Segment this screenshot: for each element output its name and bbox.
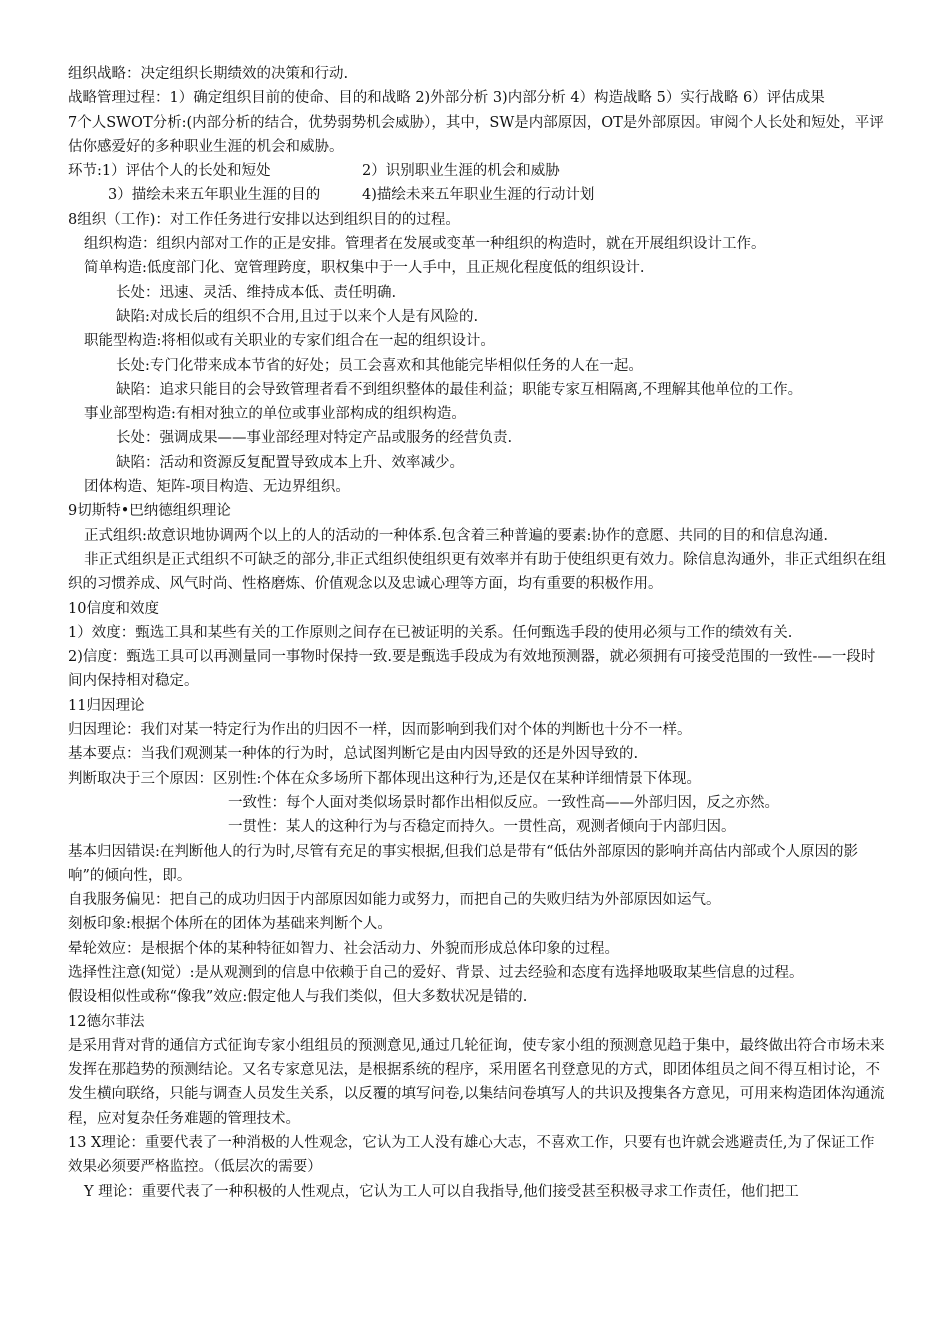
paragraph: 战略管理过程：1）确定组织目前的使命、目的和战略 2)外部分析 3)内部分析 4）构造战略 5）实行战略 6）评估成果 — [68, 90, 825, 107]
paragraph: 基本要点：当我们观测某一种体的行为时，总试图判断它是由内因导致的还是外因导致的. — [68, 746, 639, 763]
step-text: 3）描绘未来五年职业生涯的目的 — [108, 187, 321, 204]
paragraph: 是采用背对背的通信方式征询专家小组组员的预测意见,通过几轮征询，使专家小组的预测意见趋于集中，最终做出符合市场未来发挥在那趋势的预测结论。又名专家意见法，是根据系统的程序，采用匿名刊登意见的方式，即团体组员之间不得互相讨论，不发生横向联络，只能与调查人员发生关系，以反覆的填写问卷,以集结问卷填写人的共识及搜集各方意见，可用来构造团体沟通流程，应对复杂任务难题的管理技术。 — [68, 1037, 885, 1127]
paragraph: 团体构造、矩阵-项目构造、无边界组织。 — [84, 479, 350, 496]
paragraph: 组织战略：决定组织长期绩效的决策和行动. — [68, 66, 349, 82]
step-text: 2）识别职业生涯的机会和威胁 — [362, 163, 560, 180]
paragraph: Y 理论：重要代表了一种积极的人性观点，它认为工人可以自我指导,他们接受甚至积极寻求工作责任，他们把工 — [84, 1183, 799, 1200]
paragraph: 7个人SWOT分析:(内部分析的结合，优势弱势机会威胁），其中，SW是内部原因，OT是外部原因。审阅个人长处和短处，平评估你感爱好的多种职业生涯的机会和威胁。 — [68, 114, 884, 155]
paragraph: 职能型构造:将相似或有关职业的专家们组合在一起的组织设计。 — [84, 333, 495, 350]
step-text: 4)描绘未来五年职业生涯的行动计划 — [362, 187, 595, 204]
section-heading: 10信度和效度 — [68, 600, 159, 617]
step-text: 环节:1）评估个人的长处和短处 — [68, 163, 271, 180]
paragraph — [68, 183, 888, 207]
section-heading: 12德尔菲法 — [68, 1013, 145, 1030]
paragraph: 事业部型构造:有相对独立的单位或事业部构成的组织构造。 — [84, 406, 466, 423]
paragraph: 一致性：每个人面对类似场景时都作出相似反应。一致性高——外部归因，反之亦然。 — [228, 794, 779, 811]
paragraph: 刻板印象:根据个体所在的团体为基础来判断个人。 — [68, 916, 392, 933]
paragraph: 选择性注意(知觉）:是从观测到的信息中依赖于自己的爱好、背景、过去经验和态度有选择地吸取某些信息的过程。 — [68, 964, 804, 981]
paragraph: 简单构造:低度部门化、宽管理跨度，职权集中于一人手中，且正规化程度低的组织设计. — [84, 260, 645, 277]
paragraph: 一贯性：某人的这种行为与否稳定而持久。一贯性高，观测者倾向于内部归因。 — [228, 819, 736, 836]
paragraph: 13 X理论：重要代表了一种消极的人性观念，它认为工人没有雄心大志，不喜欢工作，只要有也许就会逃避责任,为了保证工作效果必须要严格监控。（低层次的需要） — [68, 1135, 875, 1176]
paragraph: 缺陷：追求只能目的会导致管理者看不到组织整体的最佳利益；职能专家互相隔离,不理解其他单位的工作。 — [116, 381, 803, 398]
paragraph: 2)信度：甄选工具可以再测量同一事物时保持一致.要是甄选手段成为有效地预测器，就必须拥有可接受范围的一致性-—一段时间内保持相对稳定。 — [68, 649, 876, 690]
paragraph: 自我服务偏见：把自己的成功归因于内部原因如能力或努力，而把自己的失败归结为外部原因如运气。 — [68, 892, 721, 909]
section-heading: 8组织（工作)：对工作任务进行安排以达到组织目的的过程。 — [68, 211, 460, 228]
paragraph: 基本归因错误:在判断他人的行为时,尽管有充足的事实根据,但我们总是带有“低估外部原因的影响并高估内部或个人原因的影响”的倾向性，即。 — [68, 843, 859, 884]
paragraph: 缺陷：活动和资源反复配置导致成本上升、效率减少。 — [116, 454, 464, 471]
section-heading: 9切斯特•巴纳德组织理论 — [68, 503, 231, 520]
document-body — [68, 62, 888, 1204]
paragraph: 判断取决于三个原因：区别性:个体在众多场所下都体现出这种行为,还是仅在某种详细情景下体现。 — [68, 770, 701, 787]
paragraph: 正式组织:故意识地协调两个以上的人的活动的一种体系.包含着三种普遍的要素:协作的意愿、共同的目的和信息沟通. — [84, 527, 828, 544]
paragraph: 非正式组织是正式组织不可缺乏的部分,非正式组织使组织更有效率并有助于使组织更有效力。除信息沟通外，非正式组织在组织的习惯养成、风气时尚、性格磨炼、价值观念以及忠诚心理等方面，均有重要的积极作用。 — [68, 551, 887, 593]
paragraph — [68, 159, 888, 183]
paragraph: 缺陷:对成长后的组织不合用,且过于以来个人是有风险的. — [116, 308, 479, 325]
paragraph: 长处：迅速、灵活、维持成本低、责任明确. — [116, 284, 397, 301]
paragraph: 假设相似性或称“像我”效应:假定他人与我们类似，但大多数状况是错的. — [68, 989, 528, 1006]
paragraph: 组织构造：组织内部对工作的正是安排。管理者在发展或变革一种组织的构造时，就在开展组织设计工作。 — [84, 236, 766, 253]
paragraph: 长处:专门化带来成本节省的好处；员工会喜欢和其他能完毕相似任务的人在一起。 — [116, 357, 643, 374]
section-heading: 11归因理论 — [68, 697, 145, 714]
paragraph: 归因理论：我们对某一特定行为作出的归因不一样，因而影响到我们对个体的判断也十分不一样。 — [68, 722, 692, 739]
paragraph: 长处：强调成果——事业部经理对特定产品或服务的经营负责. — [116, 430, 513, 447]
paragraph: 1）效度：甄选工具和某些有关的工作原则之间存在已被证明的关系。任何甄选手段的使用必须与工作的绩效有关. — [68, 624, 793, 641]
paragraph: 晕轮效应：是根据个体的某种特征如智力、社会活动力、外貌而形成总体印象的过程。 — [68, 940, 619, 957]
